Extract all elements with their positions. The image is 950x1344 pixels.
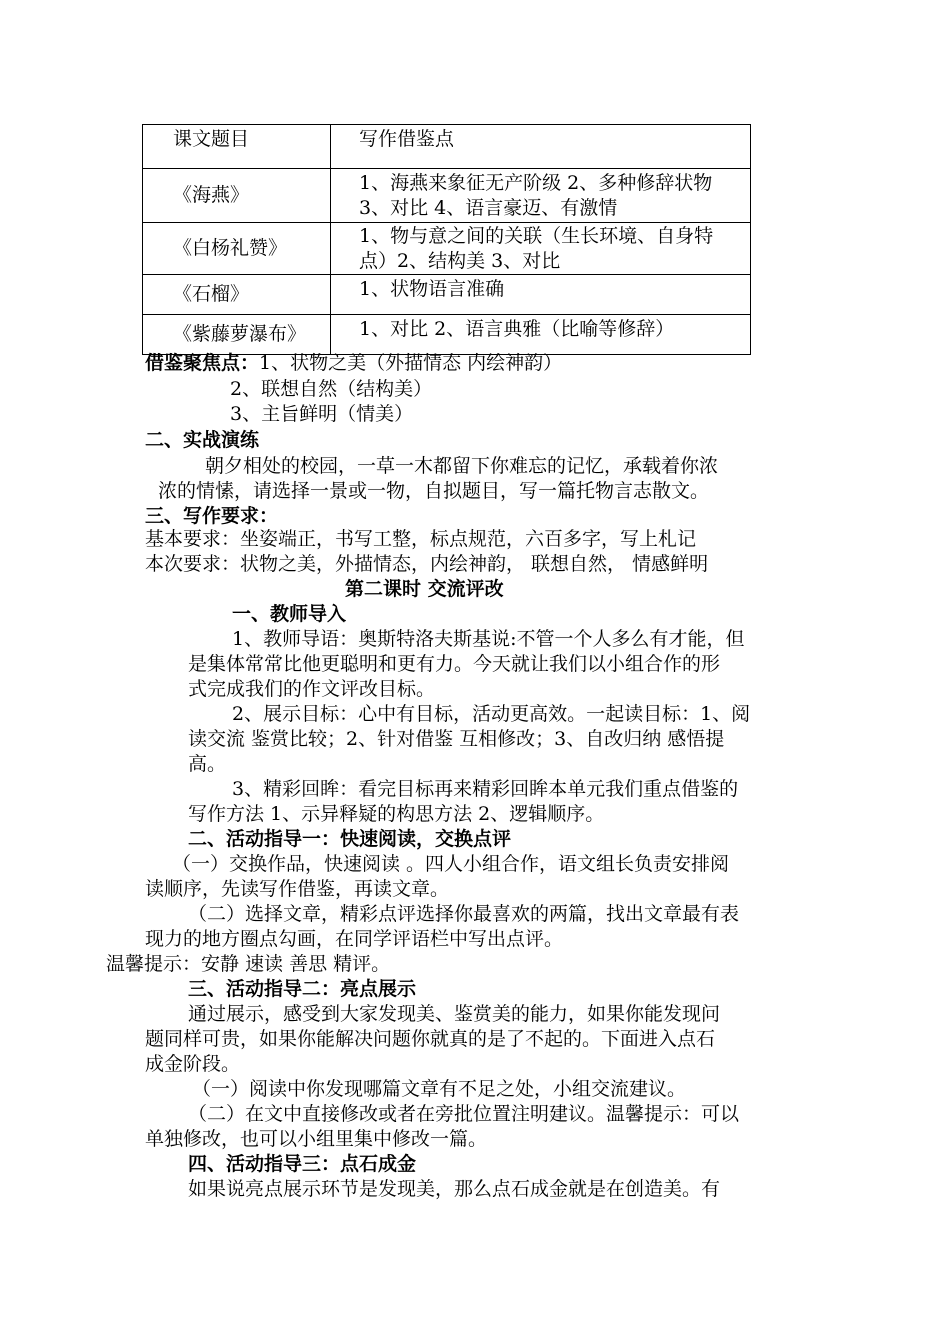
focus-line-1 [145, 351, 562, 376]
section-heading: 三、活动指导二：亮点展示 [188, 978, 417, 1000]
table-header-row [143, 125, 751, 169]
section-heading: 三、写作要求： [145, 505, 279, 527]
points-line: 1、海燕来象征无产阶级 2、多种修辞状物 [359, 171, 713, 194]
section-heading: 二、实战演练 [145, 429, 260, 451]
focus-item: 3、主旨鲜明（情美） [230, 403, 414, 425]
paragraph-line: （一）交换作品，快速阅读 。四人小组合作，语文组长负责安排阅 [172, 853, 730, 875]
requirement-basic: 基本要求：坐姿端正，书写工整，标点规范，六百多字，写上札记 [145, 528, 697, 550]
row-points-cell [331, 223, 751, 275]
lesson-table [142, 124, 751, 355]
table-row [143, 315, 751, 355]
paragraph-line: 1、教师导语：奥斯特洛夫斯基说:不管一个人多么有才能，但 [232, 628, 745, 650]
paragraph-line: 2、展示目标：心中有目标，活动更高效。一起读目标：1、阅 [232, 703, 751, 725]
row-points-cell [331, 169, 751, 223]
row-points-cell: 1、对比 2、语言典雅（比喻等修辞） [331, 315, 751, 355]
focus-item: 2、联想自然（结构美） [230, 378, 433, 400]
points-line: 点）2、结构美 3、对比 [359, 249, 561, 272]
paragraph-line: （二）选择文章，精彩点评选择你最喜欢的两篇，找出文章最有表 [188, 903, 740, 925]
row-title-cell: 《白杨礼赞》 [143, 223, 331, 275]
section-heading: 一、教师导入 [232, 603, 347, 625]
tip-line: 温馨提示：安静 速读 善思 精评。 [106, 953, 391, 975]
points-line: 3、对比 4、语言豪迈、有激情 [359, 196, 618, 219]
paragraph-line: 单独修改，也可以小组里集中修改一篇。 [145, 1128, 488, 1150]
paragraph-line: 读顺序，先读写作借鉴，再读文章。 [145, 878, 450, 900]
paragraph-line: 是集体常常比他更聪明和更有力。今天就让我们以小组合作的形 [188, 653, 721, 675]
paragraph-line: （二）在文中直接修改或者在旁批位置注明建议。温馨提示：可以 [188, 1103, 740, 1125]
row-title-cell: 《紫藤萝瀑布》 [143, 315, 331, 355]
table-row [143, 223, 751, 275]
lesson-title: 第二课时 交流评改 [345, 578, 504, 600]
paragraph-line: 式完成我们的作文评改目标。 [188, 678, 436, 700]
paragraph-line: 3、精彩回眸：看完目标再来精彩回眸本单元我们重点借鉴的 [232, 778, 739, 800]
paragraph-line: 成金阶段。 [145, 1053, 241, 1075]
row-title-cell: 《海燕》 [143, 169, 331, 223]
paragraph-line: 写作方法 1、示异释疑的构思方法 2、逻辑顺序。 [188, 803, 605, 825]
paragraph-line: 通过展示，感受到大家发现美、鉴赏美的能力，如果你能发现问 [188, 1003, 721, 1025]
table-row [143, 169, 751, 223]
paragraph-line: 现力的地方圈点勾画，在同学评语栏中写出点评。 [145, 928, 564, 950]
paragraph-line: 朝夕相处的校园，一草一木都留下你难忘的记忆，承载着你浓 [205, 455, 719, 477]
paragraph-line: 题同样可贵，如果你能解决问题你就真的是了不起的。下面进入点石 [145, 1028, 716, 1050]
focus-label: 借鉴聚焦点： [145, 352, 260, 374]
paragraph-line: （一）阅读中你发现哪篇文章有不足之处，小组交流建议。 [192, 1078, 687, 1100]
table-row [143, 275, 751, 315]
paragraph-line: 读交流 鉴赏比较；2、针对借鉴 互相修改；3、自改归纳 感悟提 [188, 728, 725, 750]
row-title-cell: 《石榴》 [143, 275, 331, 315]
points-line: 1、物与意之间的关联（生长环境、自身特 [359, 224, 714, 247]
header-points-cell: 写作借鉴点 [331, 125, 751, 169]
row-points-cell: 1、状物语言准确 [331, 275, 751, 315]
paragraph-line: 浓的情愫，请选择一景或一物，自拟题目，写一篇托物言志散文。 [158, 480, 710, 502]
requirement-current: 本次要求：状物之美，外描情态，内绘神韵， 联想自然， 情感鲜明 [145, 553, 709, 575]
paragraph-line: 如果说亮点展示环节是发现美，那么点石成金就是在创造美。有 [188, 1178, 721, 1200]
focus-item: 1、状物之美（外描情态 内绘神韵） [259, 352, 563, 374]
section-heading: 四、活动指导三：点石成金 [188, 1153, 417, 1175]
paragraph-line: 高。 [188, 753, 227, 775]
header-title-cell: 课文题目 [143, 125, 331, 169]
section-heading: 二、活动指导一：快速阅读，交换点评 [188, 828, 512, 850]
